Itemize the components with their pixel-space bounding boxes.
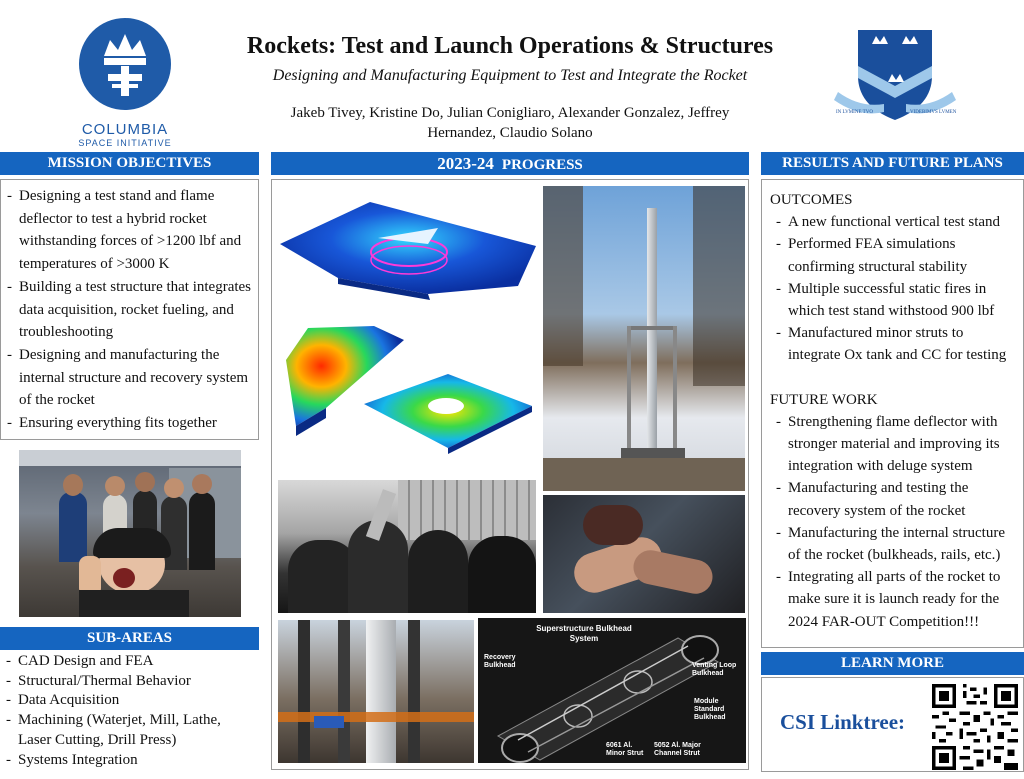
- mission-list: [5, 185, 254, 435]
- test-stand-photo: [543, 186, 745, 491]
- motto-right: VIDEBIMVS LVMEN: [910, 110, 957, 115]
- qr-code-icon[interactable]: [932, 684, 1018, 770]
- crown-logo-icon: [76, 16, 174, 112]
- list-item: - Structural/Thermal Behavior: [4, 672, 255, 692]
- list-item: - Designing a test stand and flame deflector to test a hybrid rocket withstanding forces of >1200 lbf and temperatures of >3000 K: [5, 185, 254, 276]
- list-item: - Manufactured minor struts to integrate Ox tank and CC for testing: [774, 322, 1017, 366]
- outcomes-list: [770, 211, 1017, 366]
- logo-name: COLUMBIA: [81, 121, 169, 138]
- label-recovery-bulkhead: Recovery Bulkhead: [484, 654, 516, 669]
- future-work-list: [770, 411, 1017, 633]
- strut-closeup-photo: [278, 620, 474, 763]
- learn-more-heading: LEARN MORE: [761, 652, 1024, 675]
- progress-label: PROGRESS: [501, 157, 583, 173]
- hands-assembly-photo: [543, 495, 745, 613]
- list-item: - Data Acquisition: [4, 691, 255, 711]
- list-item: - Building a test structure that integrates data acquisition, rocket fueling, and troubleshooting: [5, 276, 254, 344]
- mission-objectives-heading: MISSION OBJECTIVES: [0, 152, 259, 175]
- list-item: - Performed FEA simulations confirming structural stability: [774, 233, 1017, 277]
- label-minor-strut: 6061 Al. Minor Strut: [606, 742, 644, 757]
- list-item: - Multiple successful static fires in which test stand withstood 900 lbf: [774, 278, 1017, 322]
- label-module-bulkhead: Module Standard Bulkhead: [694, 698, 726, 721]
- progress-heading: [271, 152, 749, 175]
- label-major-strut: 5052 Al. Major Channel Strut: [654, 742, 701, 757]
- learn-more-panel: [761, 677, 1024, 772]
- list-item: - Manufacturing the internal structure of the rocket (bulkheads, rails, etc.): [774, 522, 1017, 566]
- mission-objectives-panel: [0, 179, 259, 440]
- poster-subtitle: Designing and Manufacturing Equipment to Test and Integrate the Rocket: [272, 67, 748, 84]
- list-item: - Strengthening flame deflector with stronger material and improving its integration with deluge system: [774, 411, 1017, 478]
- sub-areas-list: [4, 652, 255, 770]
- team-celebration-photo: [278, 480, 536, 613]
- label-venting-bulkhead: Venting Loop Bulkhead: [692, 662, 737, 677]
- linktree-label[interactable]: CSI Linktree:: [780, 710, 906, 734]
- list-item: - CAD Design and FEA: [4, 652, 255, 672]
- outcomes-title: OUTCOMES: [770, 192, 853, 208]
- results-panel: [761, 179, 1024, 648]
- fea-render-icon: [278, 186, 540, 476]
- logo-subtitle: SPACE INITIATIVE: [78, 138, 172, 148]
- future-work-title: FUTURE WORK: [770, 391, 878, 408]
- sub-areas-panel: [0, 652, 259, 777]
- poster-title: Rockets: Test and Launch Operations & Structures: [246, 33, 774, 59]
- team-lab-photo: [19, 450, 241, 617]
- list-item: - Machining (Waterjet, Mill, Lathe, Laser Cutting, Drill Press): [4, 711, 255, 750]
- list-item: - Systems Integration: [4, 751, 255, 771]
- list-item: - A new functional vertical test stand: [774, 211, 1017, 233]
- sub-areas-heading: SUB-AREAS: [0, 627, 259, 650]
- list-item: - Integrating all parts of the rocket to make sure it is launch ready for the 2024 FAR-OUT Competition!!!: [774, 566, 1017, 633]
- bulkhead-system-diagram: [478, 618, 746, 763]
- columbia-shield: [830, 26, 960, 124]
- list-item: - Ensuring everything fits together: [5, 412, 254, 435]
- list-item: - Designing and manufacturing the internal structure and recovery system of the rocket: [5, 344, 254, 412]
- fea-simulation-renders: [278, 186, 540, 476]
- progress-year: 2023-24: [437, 154, 494, 173]
- diagram-title: Superstructure Bulkhead System: [536, 624, 632, 643]
- motto-left: IN LVMINE TVO: [836, 110, 873, 115]
- list-item: - Manufacturing and testing the recovery system of the rocket: [774, 477, 1017, 521]
- results-heading: RESULTS AND FUTURE PLANS: [761, 152, 1024, 175]
- author-list: Jakeb Tivey, Kristine Do, Julian Conigliaro, Alexander Gonzalez, Jeffrey Hernandez, Claudio Solano: [290, 105, 730, 141]
